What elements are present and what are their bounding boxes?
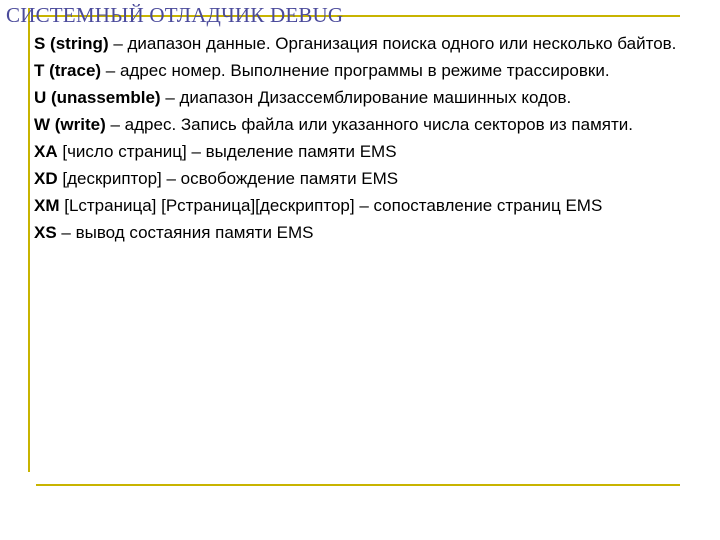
command-entry-s (34, 32, 694, 56)
command-name: XM (34, 196, 60, 215)
command-description: – диапазон Дизассемблирование машинных кодов. (160, 88, 572, 107)
command-description: – адрес номер. Выполнение программы в режиме трассировки. (101, 61, 610, 80)
left-vertical-line (28, 8, 30, 472)
command-name: XD (34, 169, 58, 188)
command-name: W (write) (34, 115, 106, 134)
command-name: XA (34, 142, 58, 161)
command-entry-xa (34, 140, 694, 164)
command-list (34, 32, 694, 248)
command-entry-xm (34, 194, 694, 218)
command-entry-w (34, 113, 694, 137)
command-name: S (string) (34, 34, 109, 53)
command-entry-xd (34, 167, 694, 191)
command-description: [число страниц] – выделение памяти EMS (57, 142, 397, 161)
command-description: – вывод состаяния памяти EMS (56, 223, 314, 242)
slide-title: СИСТЕМНЫЙ ОТЛАДЧИК DEBUG (6, 3, 344, 27)
command-description: [дескриптор] – освобождение памяти EMS (57, 169, 399, 188)
command-entry-u (34, 86, 694, 110)
command-entry-t (34, 59, 694, 83)
command-description: [Lстраница] [Pстраница][дескриптор] – сопоставление страниц EMS (59, 196, 603, 215)
command-name: T (trace) (34, 61, 102, 80)
command-name: U (unassemble) (34, 88, 161, 107)
command-description: – диапазон данные. Организация поиска одного или несколько байтов. (108, 34, 677, 53)
bottom-divider-line (36, 484, 680, 486)
command-name: XS (34, 223, 57, 242)
command-entry-xs (34, 221, 694, 245)
command-description: – адрес. Запись файла или указанного числа секторов из памяти. (105, 115, 633, 134)
